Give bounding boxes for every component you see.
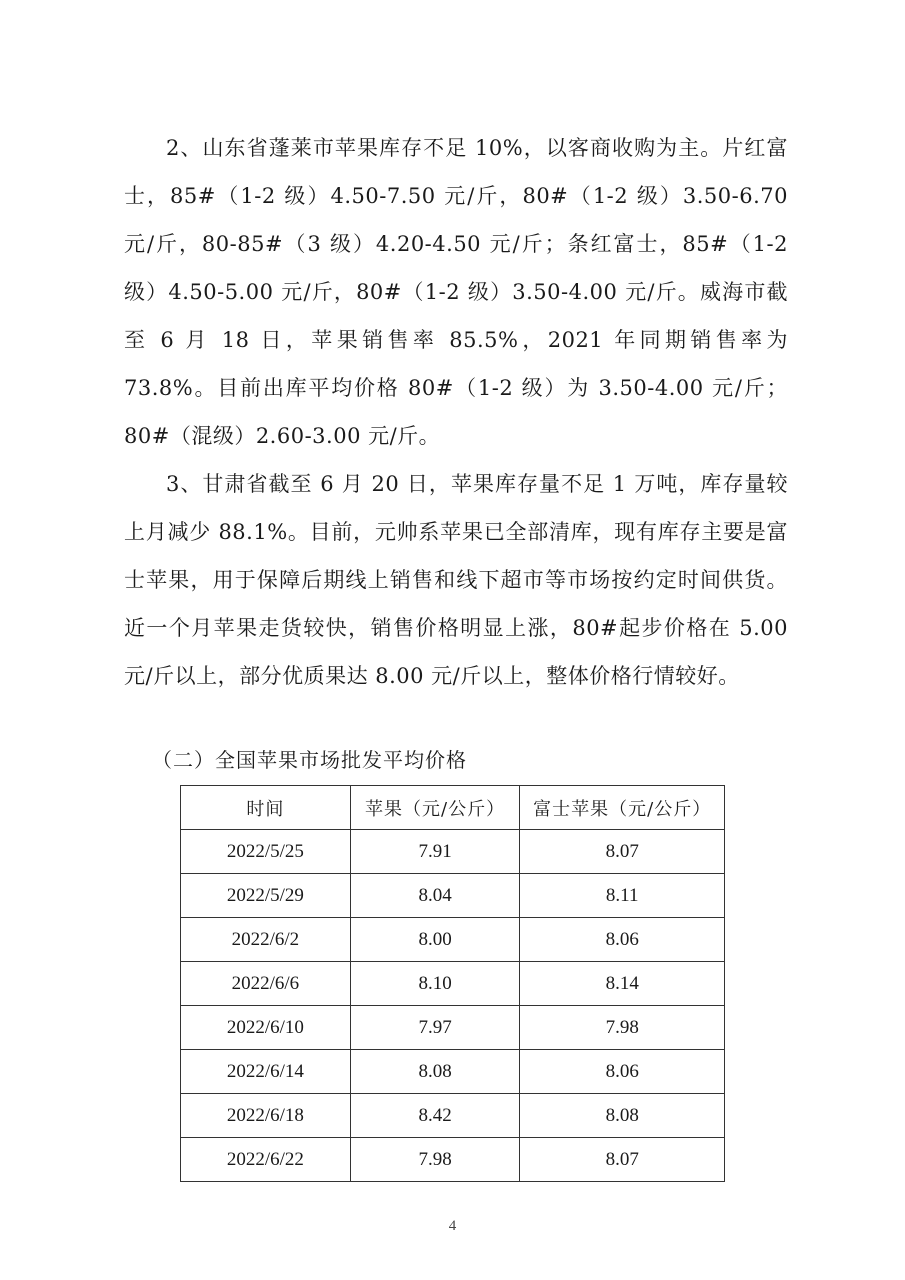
table-row <box>181 830 725 874</box>
table-row <box>181 1006 725 1050</box>
cell-date: 2022/6/14 <box>181 1050 351 1094</box>
cell-fuji-price: 8.06 <box>520 918 725 962</box>
cell-fuji-price: 8.07 <box>520 830 725 874</box>
cell-apple-price: 7.91 <box>350 830 520 874</box>
cell-fuji-price: 8.06 <box>520 1050 725 1094</box>
cell-apple-price: 8.04 <box>350 874 520 918</box>
table-row <box>181 918 725 962</box>
cell-date: 2022/5/29 <box>181 874 351 918</box>
cell-fuji-price: 8.14 <box>520 962 725 1006</box>
paragraph-shandong: 2、山东省蓬莱市苹果库存不足 10%，以客商收购为主。片红富士，85#（1-2 级）4.50-7.50 元/斤，80#（1-2 级）3.50-6.70 元/斤，80-85#（3 级）4.20-4.50 元/斤；条红富士，85#（1-2 级）4.50-5.00 元/斤，80#（1-2 级）3.50-4.00 元/斤。威海市截至 6 月 18 日，苹果销售率 85.5%，2021 年同期销售率为 73.8%。目前出库平均价格 80#（1-2 级）为 3.50-4.00 元/斤；80#（混级）2.60-3.00 元/斤。 <box>124 136 788 448</box>
cell-date: 2022/6/18 <box>181 1094 351 1138</box>
header-apple-price: 苹果（元/公斤） <box>350 786 520 830</box>
table-row <box>181 1094 725 1138</box>
cell-date: 2022/6/2 <box>181 918 351 962</box>
cell-apple-price: 8.08 <box>350 1050 520 1094</box>
cell-fuji-price: 8.11 <box>520 874 725 918</box>
cell-apple-price: 8.00 <box>350 918 520 962</box>
cell-date: 2022/6/6 <box>181 962 351 1006</box>
table-row <box>181 962 725 1006</box>
wholesale-price-table <box>180 785 725 1182</box>
header-date: 时间 <box>181 786 351 830</box>
section-heading: （二）全国苹果市场批发平均价格 <box>152 748 467 772</box>
cell-apple-price: 8.42 <box>350 1094 520 1138</box>
cell-date: 2022/6/22 <box>181 1138 351 1182</box>
header-fuji-price: 富士苹果（元/公斤） <box>520 786 725 830</box>
cell-fuji-price: 8.08 <box>520 1094 725 1138</box>
paragraph-gansu: 3、甘肃省截至 6 月 20 日，苹果库存量不足 1 万吨，库存量较上月减少 88.1%。目前，元帅系苹果已全部清库，现有库存主要是富士苹果，用于保障后期线上销售和线下超市等市场按约定时间供货。近一个月苹果走货较快，销售价格明显上涨，80#起步价格在 5.00 元/斤以上，部分优质果达 8.00 元/斤以上，整体价格行情较好。 <box>124 472 788 688</box>
table-row <box>181 1050 725 1094</box>
table-row <box>181 874 725 918</box>
cell-date: 2022/5/25 <box>181 830 351 874</box>
cell-fuji-price: 8.07 <box>520 1138 725 1182</box>
table-header-row <box>181 786 725 830</box>
cell-apple-price: 7.97 <box>350 1006 520 1050</box>
cell-apple-price: 8.10 <box>350 962 520 1006</box>
cell-fuji-price: 7.98 <box>520 1006 725 1050</box>
cell-date: 2022/6/10 <box>181 1006 351 1050</box>
cell-apple-price: 7.98 <box>350 1138 520 1182</box>
page-number: 4 <box>448 1218 457 1234</box>
table-row <box>181 1138 725 1182</box>
